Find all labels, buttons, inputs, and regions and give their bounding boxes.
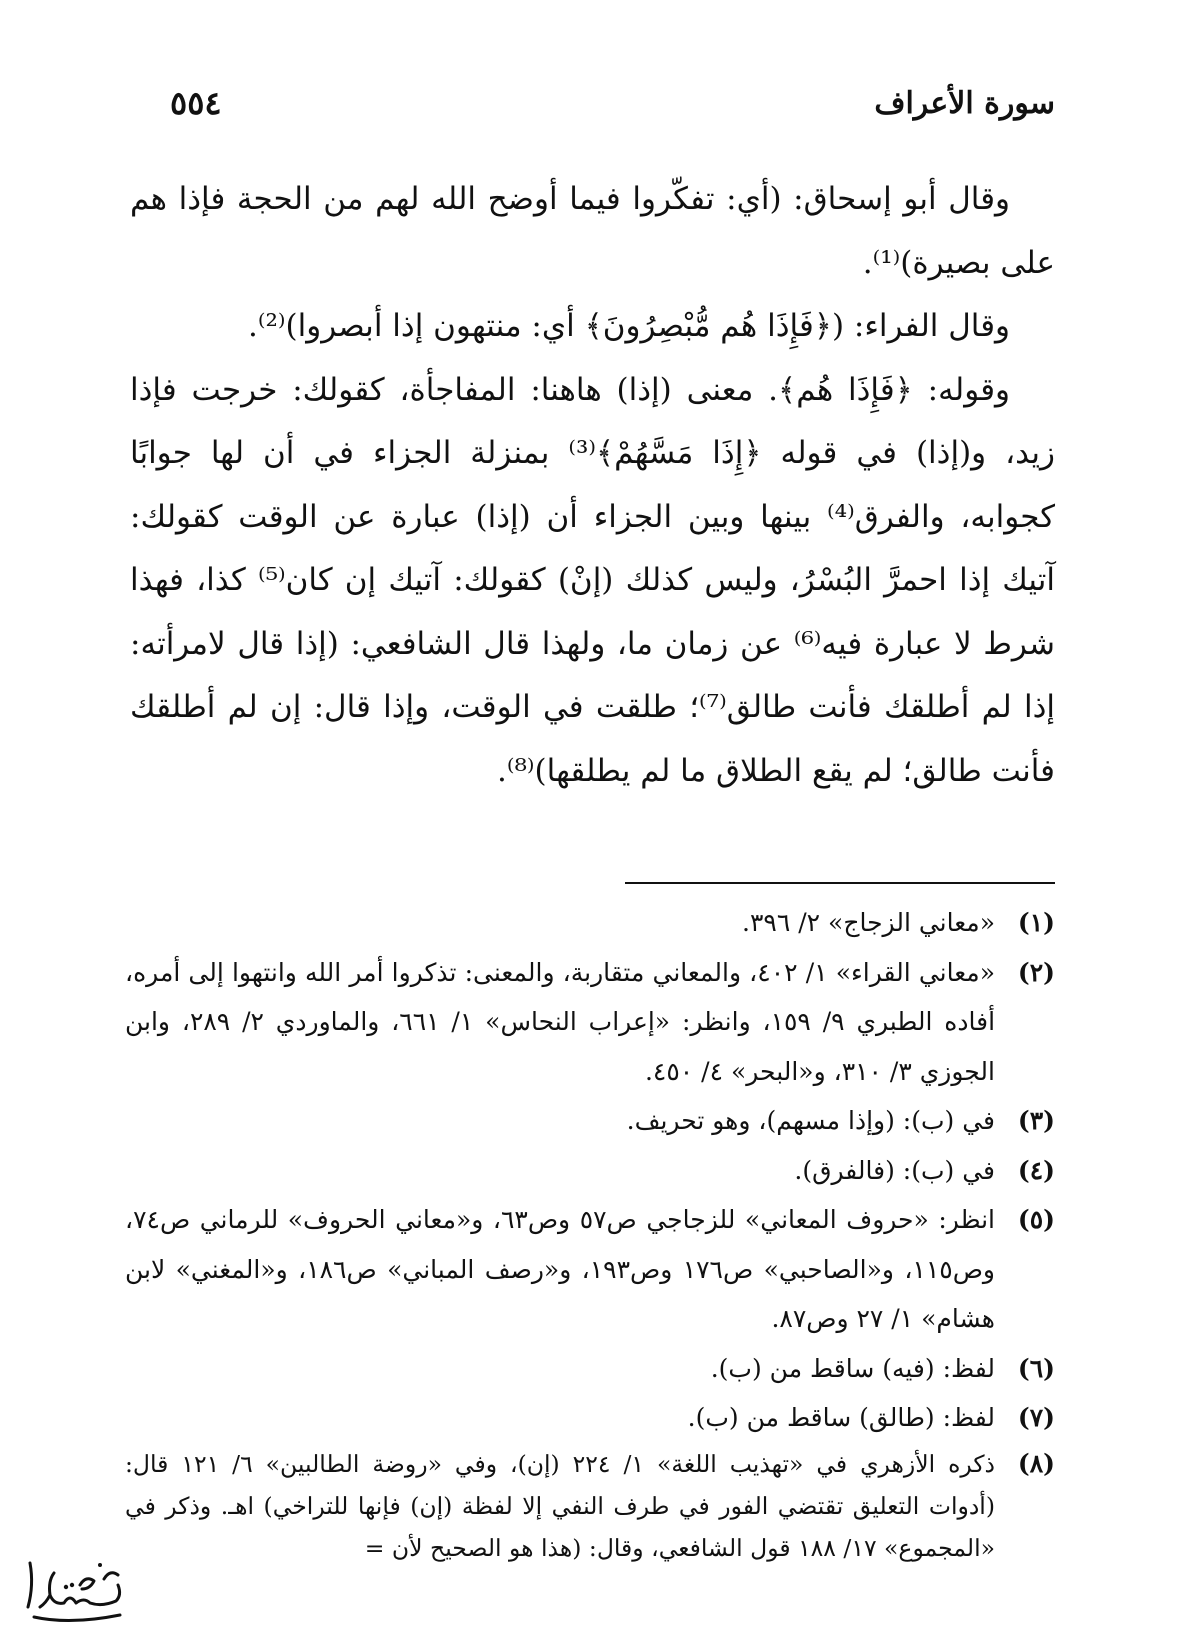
paragraph: وقال الفراء: (﴿فَإِذَا هُم مُّبْصِرُونَ﴾ أي: منتهون إذا أبصروا)⁽²⁾. <box>248 308 1010 344</box>
footnote-number: (٧) <box>1017 1403 1055 1432</box>
footnote-number: (٥) <box>1017 1205 1055 1234</box>
main-text <box>130 168 1055 803</box>
footnote-divider <box>625 882 1055 884</box>
footnote-text: انظر: «حروف المعاني» للزجاجي ص٥٧ وص٦٣، و«معاني الحروف» للرماني ص٧٤، وص١١٥، و«الصاحبي» ص١٧٦ وص١٩٣، و«رصف المباني» ص١٨٦، و«المغني» لابن هشام» ١/ ٢٧ وص٨٧. <box>125 1205 995 1333</box>
footnote-number: (٦) <box>1017 1353 1055 1383</box>
footnote-number: (٤) <box>1017 1155 1055 1185</box>
footnote-number: (٣) <box>1017 1106 1055 1135</box>
footnote-number: (١) <box>1017 908 1055 937</box>
paragraph: وقوله: ﴿فَإِذَا هُم﴾. معنى (إذا) هاهنا: المفاجأة، كقولك: خرجت فإذا زيد، و(إذا) في قوله ﴿إِذَا مَسَّهُمْ﴾⁽³⁾ بمنزلة الجزاء في أن لها جوابًا كجوابه، والفرق⁽⁴⁾ بينها وبين الجزاء أن (إذا) عبارة عن الوقت كقولك: آتيك إذا احمرَّ البُسْرُ، وليس كذلك (إنْ) كقولك: آتيك إن كان⁽⁵⁾ كذا، فهذا شرط لا عبارة فيه⁽⁶⁾ عن زمان ما، ولهذا قال الشافعي: (إذا قال لامرأته: إذا لم أطلقك فأنت طالق⁽⁷⁾؛ طلقت في الوقت، وإذا قال: إن لم أطلقك فأنت طالق؛ لم يقع الطلاق ما لم يطلقها)⁽⁸⁾. <box>130 371 1056 789</box>
library-stamp-logo <box>20 1545 130 1635</box>
footnote-text: في (ب): (فالفرق). <box>794 1155 995 1185</box>
footnote-text: لفظ: (فيه) ساقط من (ب). <box>710 1353 995 1383</box>
footnote-text: لفظ: (طالق) ساقط من (ب). <box>687 1403 995 1432</box>
footnote-text: «معاني الزجاج» ٢/ ٣٩٦. <box>742 908 995 937</box>
footnote <box>125 898 1055 948</box>
footnote <box>125 1195 1055 1344</box>
footnote <box>125 948 1055 1097</box>
footnote-text: «معاني القراء» ١/ ٤٠٢، والمعاني متقاربة، والمعنى: تذكروا أمر الله وانتهوا إلى أمره، أفاده الطبري ٩/ ١٥٩، وانظر: «إعراب النحاس» ١/ ٦٦١، والماوردي ٢/ ٢٨٩، وابن الجوزي ٣/ ٣١٠، و«البحر» ٤/ ٤٥٠. <box>125 957 996 1086</box>
page-header <box>170 78 1055 128</box>
footnote <box>125 1393 1055 1443</box>
footnote <box>125 1443 1055 1569</box>
page-number: ٥٥٤ <box>170 84 222 122</box>
footnote-number: (٨) <box>1017 1448 1055 1478</box>
surah-title: سورة الأعراف <box>874 85 1055 121</box>
footnote-text: في (ب): (وإذا مسهم)، وهو تحريف. <box>626 1106 995 1135</box>
paragraph: وقال أبو إسحاق: (أي: تفكّروا فيما أوضح الله لهم من الحجة فإذا هم على بصيرة)⁽¹⁾. <box>130 181 1055 281</box>
footnote-number: (٢) <box>1017 957 1055 987</box>
footnote-text: ذكره الأزهري في «تهذيب اللغة» ١/ ٢٢٤ (إن)، وفي «روضة الطالبين» ٦/ ١٢١ قال: (أدوات التعليق تقتضي الفور في طرف النفي إلا لفظة (إن) فإنها للتراخي) اهـ. وذكر في «المجموع» ١٧/ ١٨٨ قول الشافعي، وقال: (هذا هو الصحيح لأن = <box>125 1449 996 1562</box>
footnote <box>125 1344 1055 1394</box>
footnote <box>125 1146 1055 1196</box>
footnotes <box>125 898 1055 1569</box>
footnote <box>125 1096 1055 1146</box>
